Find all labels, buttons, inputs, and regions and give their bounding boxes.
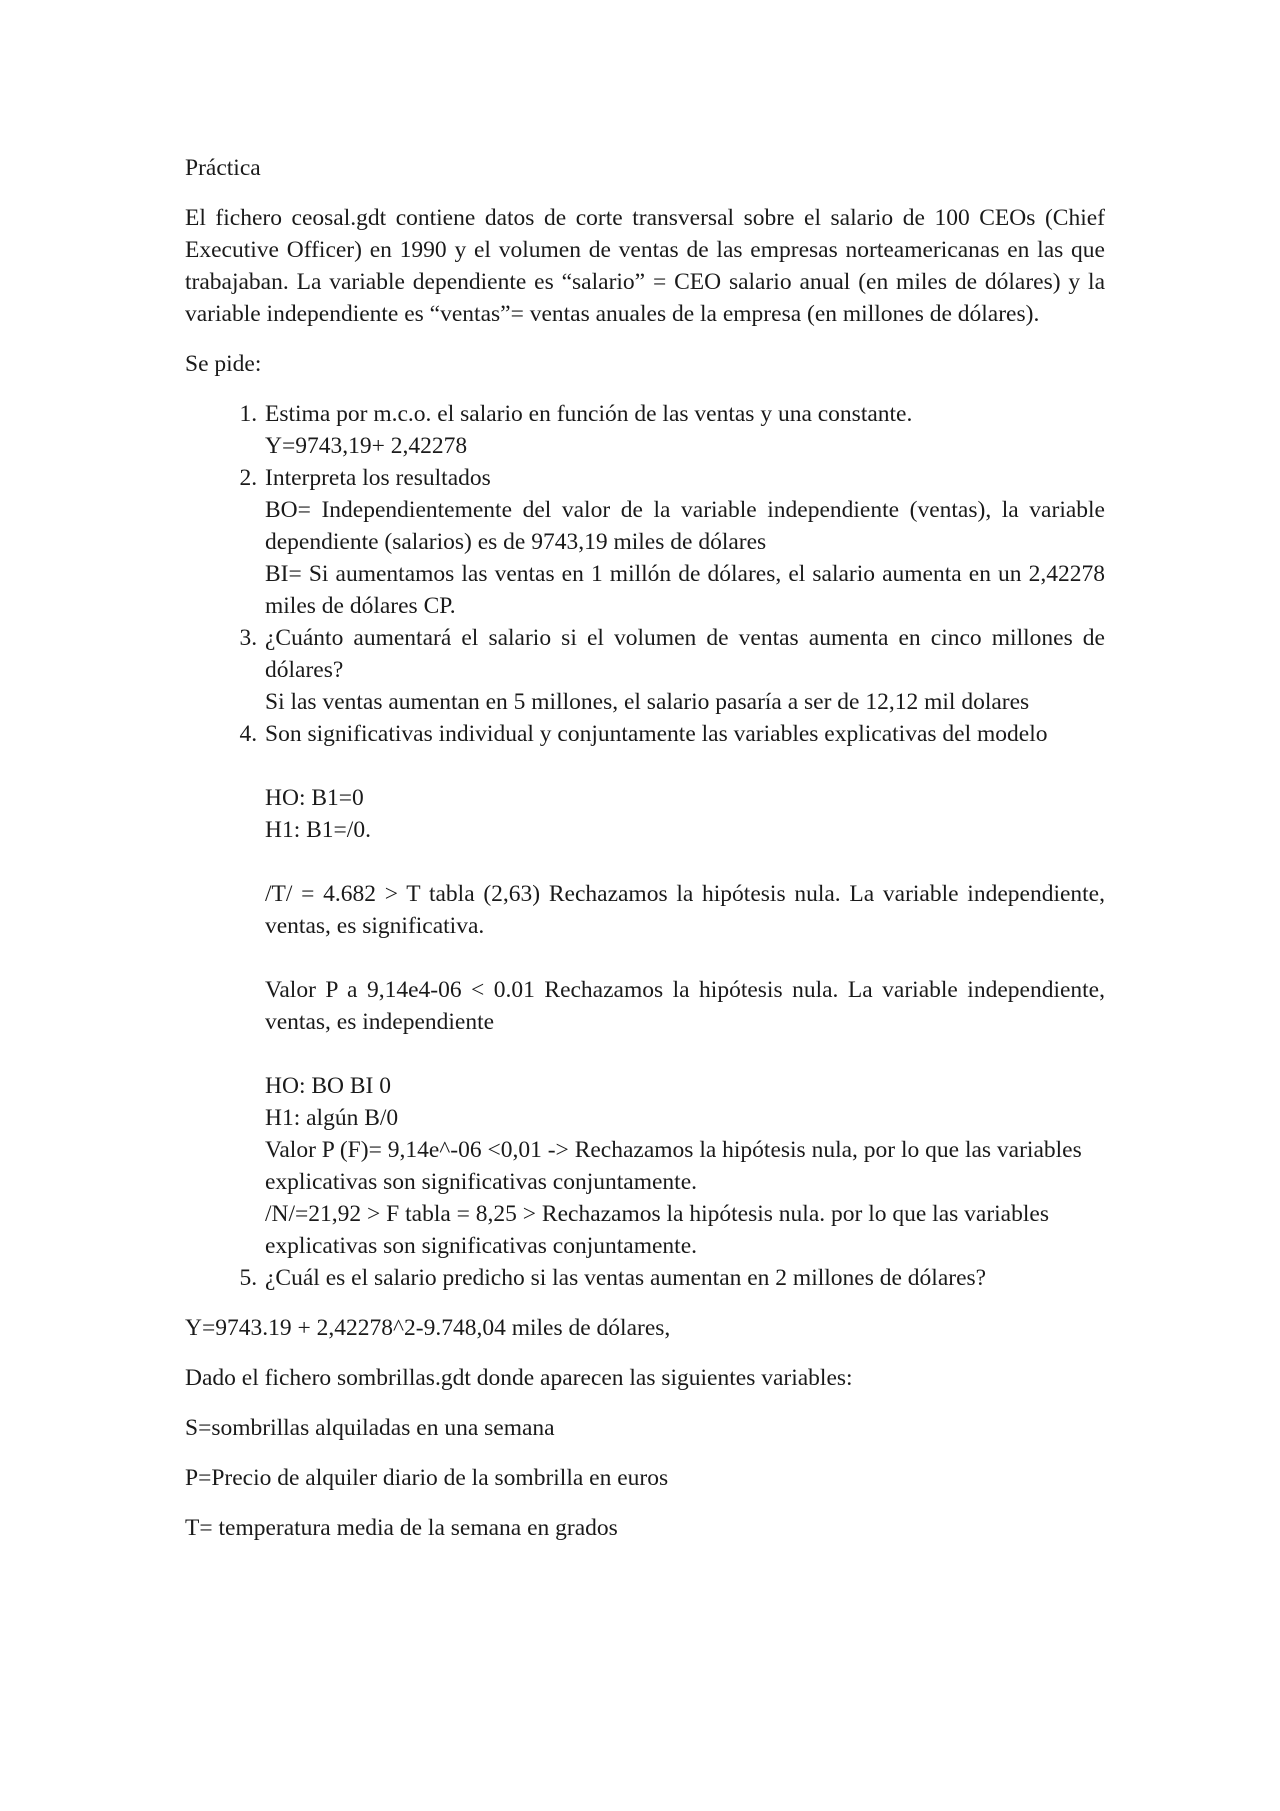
question-item-3 xyxy=(263,622,1105,718)
joint-null-hypothesis: HO: BO BI 0 xyxy=(265,1073,391,1099)
variable-p: P=Precio de alquiler diario de la sombrilla en euros xyxy=(185,1465,669,1491)
blank-line xyxy=(265,942,1105,974)
blank-line xyxy=(265,846,1105,878)
question-text: 3. ¿Cuánto aumentará el salario si el volumen de ventas aumenta en cinco millones de dólares? xyxy=(265,625,1105,683)
question-text: 5. ¿Cuál es el salario predicho si las ventas aumentan en 2 millones de dólares? xyxy=(265,1265,987,1291)
answer-text: Si las ventas aumentan en 5 millones, el salario pasaría a ser de 12,12 mil dolares xyxy=(265,689,1030,715)
second-intro: Dado el fichero sombrillas.gdt donde aparecen las siguientes variables: xyxy=(185,1365,853,1391)
answer-text: Y=9743,19+ 2,42278 xyxy=(265,433,468,459)
variable-t: T= temperatura media de la semana en grados xyxy=(185,1515,618,1541)
question-text: 2. Interpreta los resultados xyxy=(265,465,491,491)
b0-interpretation: BO= Independientemente del valor de la variable independiente (ventas), la variable dependiente (salarios) es de 9743,19 miles de dólares xyxy=(265,497,1105,555)
null-hypothesis: HO: B1=0 xyxy=(265,785,364,811)
question-item-5 xyxy=(263,1262,1105,1294)
p-value-result: Valor P a 9,14e4-06 < 0.01 Rechazamos la hipótesis nula. La variable independiente, ventas, es independiente xyxy=(265,977,1105,1035)
blank-line xyxy=(265,1038,1105,1070)
blank-line xyxy=(265,750,1105,782)
variable-s: S=sombrillas alquiladas en una semana xyxy=(185,1415,555,1441)
b1-interpretation: BI= Si aumentamos las ventas en 1 millón de dólares, el salario aumenta en un 2,42278 miles de dólares CP. xyxy=(265,561,1105,619)
f-pvalue-result: Valor P (F)= 9,14e^-06 <0,01 -> Rechazamos la hipótesis nula, por lo que las variables explicativas son significativas conjuntamente. xyxy=(265,1137,1082,1195)
t-test-result: /T/ = 4.682 > T tabla (2,63) Rechazamos la hipótesis nula. La variable independiente, ventas, es significativa. xyxy=(265,881,1105,939)
document-page xyxy=(185,152,1105,1562)
se-pide-label: Se pide: xyxy=(185,351,262,377)
alt-hypothesis: H1: B1=/0. xyxy=(265,817,371,843)
question-text: 4. Son significativas individual y conjuntamente las variables explicativas del modelo xyxy=(265,721,1048,747)
prediction-line: Y=9743.19 + 2,42278^2-9.748,04 miles de dólares, xyxy=(185,1315,671,1341)
question-item-4 xyxy=(263,718,1105,1262)
joint-alt-hypothesis: H1: algún B/0 xyxy=(265,1105,399,1131)
n-test-result: /N/=21,92 > F tabla = 8,25 > Rechazamos la hipótesis nula. por lo que las variables explicativas son significativas conjuntamente. xyxy=(265,1201,1049,1259)
question-list xyxy=(185,398,1105,1294)
document-title: Práctica xyxy=(185,155,261,181)
question-item-1 xyxy=(263,398,1105,462)
question-text: 1. Estima por m.c.o. el salario en función de las ventas y una constante. xyxy=(265,401,913,427)
question-item-2 xyxy=(263,462,1105,622)
intro-paragraph: El fichero ceosal.gdt contiene datos de corte transversal sobre el salario de 100 CEOs (Chief Executive Officer) en 1990 y el volumen de ventas de las empresas norteamericanas en las que trabajaban. La variable dependiente es “salario” = CEO salario anual (en miles de dólares) y la variable independiente es “ventas”= ventas anuales de la empresa (en millones de dólares). xyxy=(185,205,1105,327)
